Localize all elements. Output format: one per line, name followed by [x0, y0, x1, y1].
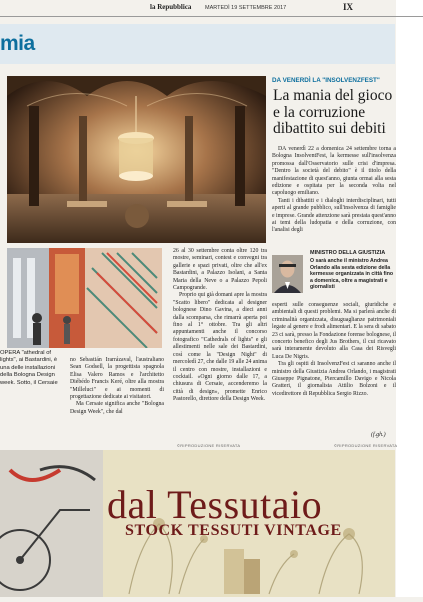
author-signature: (f.gh.): [371, 432, 386, 438]
orlando-portrait: [272, 255, 303, 293]
page-number: IX: [343, 2, 354, 12]
paragraph: DA venerdì 22 a domenica 24 settembre torna a Bologna InsolventFest, la kermesse sull'insolvenza promossa dall'Osservatorio sulle crisi d'impresa. "Dentro la società del debito" è il titolo della manifestazione di quest'anno, giunta ormai alla sesta edizione e ospitata per la seconda volta nel capoluogo emiliano.: [272, 146, 396, 197]
copyright-note: ©RIPRODUZIONE RISERVATA: [177, 443, 241, 448]
section-band: [0, 24, 395, 64]
issue-date: MARTEDÌ 19 SETTEMBRE 2017: [205, 5, 287, 11]
paragraph: Proprio qui già domani apre la mostra "Scatto libero" dedicata al designer bolognese Dino Gavina, a dieci anni dalla scomparsa, che rimarrà aperta poi fino al 1° ottobre. Tra gli altri appuntamenti anche il concorso fotografico "Cathedrals of lights" e gli allestimenti nelle sale dei Bastardini, così come la "Design Night" di mercoledì 27, che dalle 19 alle 24 anima il centro con mostre, installazioni e cocktail. «Ogni giorno dalle 17, a chiusura di Cersaie, accenderemo la città di design», promette Enrico Pastorello, direttore della Design Week.: [173, 292, 268, 403]
paragraph: Tanti i dibattiti e i dialoghi interdisciplinari, tutti aperti al grande pubblico, sull'insolvenza di famiglie e imprese. Grande attenzione sarà prestata quest'anno ai temi della ludopatia e della corruzione, con l'analisi degli: [272, 197, 396, 234]
paragraph: 26 al 30 settembre conta oltre 120 tra mostre, seminari, contest e convegni tra gallerie e spazi privati, oltre che all'ex Bastardini, a Palazzo Isolani, a Santa Maria della Neve o a Palazzo Pepoli Campogrande.: [173, 248, 267, 292]
photo-caption: OPERA "athedral of lights", ai Bastardini, è una delle installazioni della Bologna Design week. Sotto, il Cersaie: [0, 350, 58, 386]
paragraph: Tra gli ospiti di InsolvenzFest ci saranno anche il ministro della Giustizia Andrea Orlando, i magistrati Giuseppe Pignatone, Piercamillo Davigo e Nicola Gratteri, il giornalista Attilio Bolzoni e il vicedirettore di Repubblica Sergio Rizzo.: [272, 361, 396, 397]
paragraph: Ma Cersaie significa anche "Bologna Design Week", che dal: [70, 401, 164, 415]
article-body-low: [70, 357, 164, 416]
page-margin: [396, 0, 423, 597]
copyright-note: ©RIPRODUZIONE RISERVATA: [334, 443, 398, 448]
cersaie-photo: [7, 248, 162, 348]
ad-left-art: [0, 450, 103, 597]
article-headline: La mania del gioco e la corruzione dibattito sui debiti: [273, 87, 393, 137]
article-body-right-top: [272, 146, 396, 235]
masthead: la Repubblica: [150, 3, 192, 11]
box-description: O sarà anche il ministro Andrea Orlando alla sesta edizione della kermesse organizzata in città fino a domenica, oltre a magistrati e giornalisti: [310, 258, 394, 291]
ad-title: dal Tessutaio: [107, 482, 323, 527]
header-rule: [0, 16, 423, 17]
ad-subtitle: STOCK TESSUTI VINTAGE: [125, 522, 342, 539]
article-kicker: DA VENERDÌ LA "INSOLVENZFEST": [272, 77, 380, 84]
paragraph: no Sebastián Irarrázaval, l'australiano Sean Godsell, la progettista spagnola Elisa Valero Ramos e l'architetto Diébédo Francis Keré, oltre alla mostra "Milleluci" e ai momenti di progettazione dedicate ai visitatori.: [70, 357, 164, 401]
box-title: MINISTRO DELLA GIUSTIZIA: [310, 250, 386, 256]
article-body-mid: [173, 248, 267, 404]
section-title: mia: [0, 32, 35, 55]
article-body-right-bottom: [272, 302, 396, 398]
paragraph: esperti sulle conseguenze sociali, giuridiche e ambientali di questi problemi. Ma si parlerà anche di criminalità organizzata, disuguaglianze patrimoniali legate al genere e frodi alimentari. E la sera di sabato 23 ci sarà, presso la Fondazione forense bolognese, il concerto benefico degli Jus Brothers, il cui ricavato sarà interamente devoluto alla Casa dei Risvegli Luca De Nigris.: [272, 302, 396, 360]
cathedral-of-lights-photo: [7, 76, 266, 243]
